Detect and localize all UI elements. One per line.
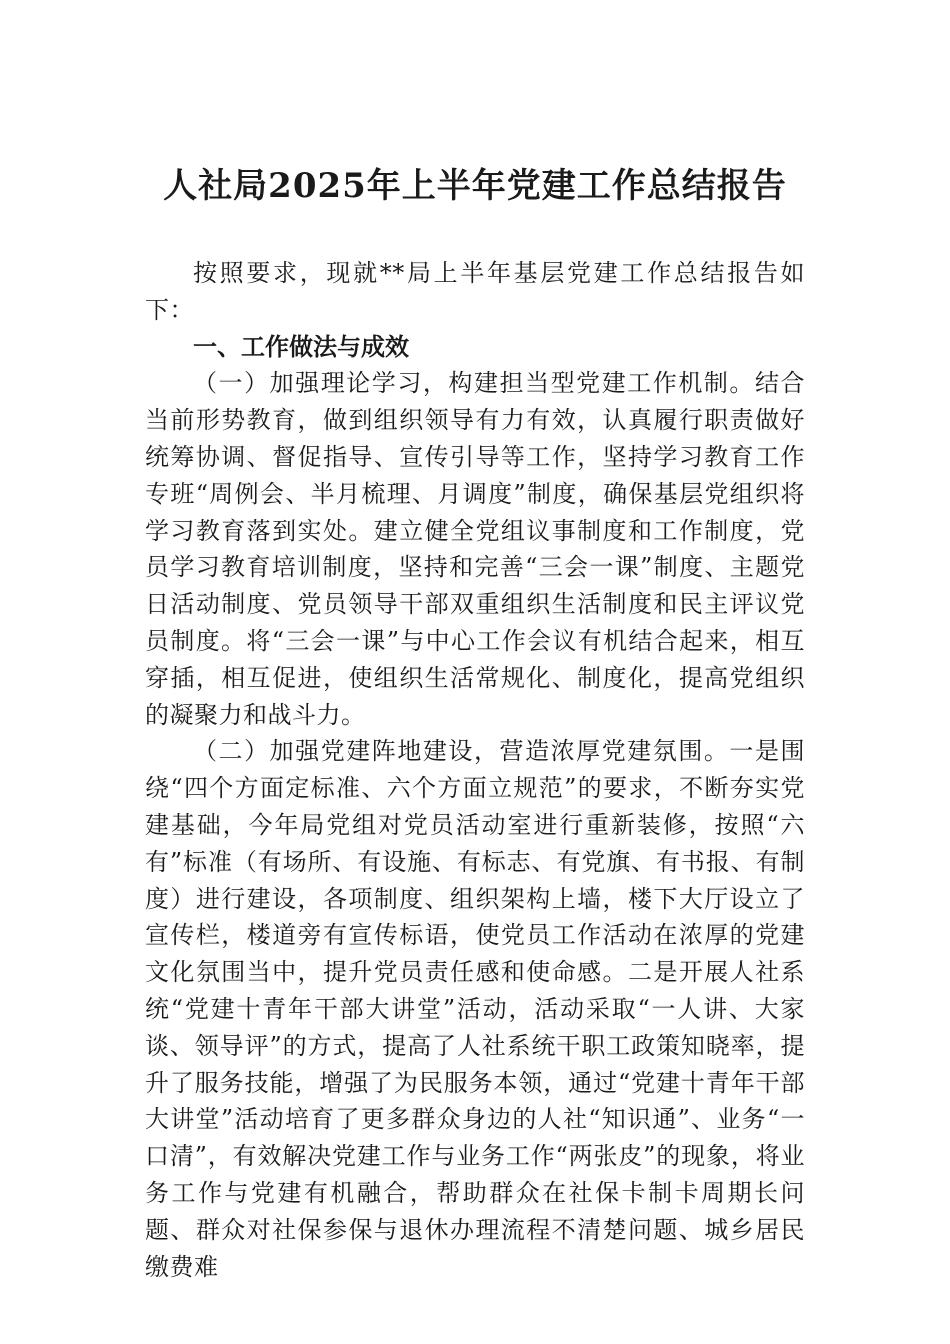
- paragraph-item-2: [145, 733, 805, 1285]
- item-2-text: 一是围绕“四个方面定标准、六个方面立规范”的要求，不断夯实党建基础，今年局党组对党员活动室进行重新装修，按照“六有”标准（有场所、有设施、有标志、有党旗、有书报、有制度）进行建设，各项制度、组织架构上墙，楼下大厅设立了宣传栏，楼道旁有宣传标语，使党员工作活动在浓厚的党建文化氛围当中，提升党员责任感和使命感。二是开展人社系统“党建十青年干部大讲堂”活动，活动采取“一人讲、大家谈、领导评”的方式，提高了人社系统干职工政策知晓率，提升了服务技能，增强了为民服务本领，通过“党建十青年干部大讲堂”活动培育了更多群众身边的人社“知识通”、业务“一口清”，有效解决党建工作与业务工作“两张皮”的现象，将业务工作与党建有机融合，帮助群众在社保卡制卡周期长问题、群众对社保参保与退休办理流程不清楚问题、城乡居民缴费难: [145, 737, 806, 1281]
- document-title: 人社局2025年上半年党建工作总结报告: [163, 166, 787, 206]
- section-heading: 一、工作做法与成效: [193, 332, 409, 361]
- item-1-text: 结合当前形势教育，做到组织领导有力有效，认真履行职责做好统筹协调、督促指导、宣传引导等工作，坚持学习教育工作专班“周例会、半月梳理、月调度”制度，确保基层党组织将学习教育落到实处。建立健全党组议事制度和工作制度，党员学习教育培训制度，坚持和完善“三会一课”制度、主题党日活动制度、党员领导干部双重组织生活制度和民主评议党员制度。将“三会一课”与中心工作会议有机结合起来，相互穿插，相互促进，使组织生活常规化、制度化，提高党组织的凝聚力和战斗力。: [145, 369, 806, 729]
- item-2-lead: （二）加强党建阵地建设，营造浓厚党建氛围。: [193, 737, 730, 766]
- intro-paragraph: 按照要求，现就**局上半年基层党建工作总结报告如下：: [145, 259, 805, 324]
- paragraph-item-1: [145, 365, 805, 733]
- item-1-lead: （一）加强理论学习，构建担当型党建工作机制。: [193, 369, 755, 398]
- document-body: [145, 255, 805, 1285]
